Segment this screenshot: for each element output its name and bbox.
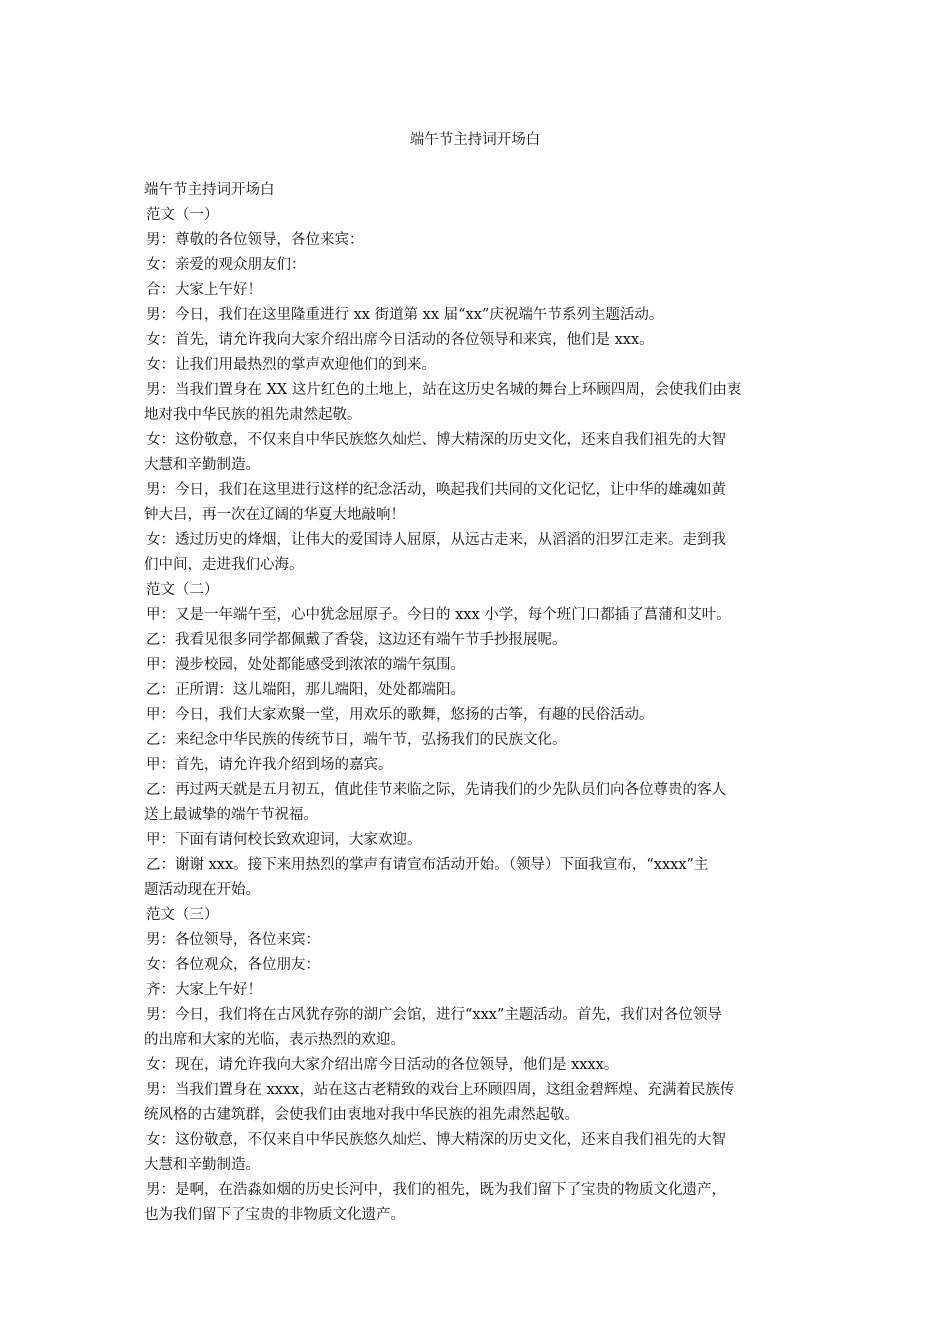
text-line: 合：大家上午好！ <box>146 282 262 298</box>
text-line: 们中间，走进我们心海。 <box>144 557 304 573</box>
text-line: 乙：来纪念中华民族的传统节日，端午节，弘扬我们的民族文化。 <box>146 732 567 748</box>
text-line: 甲：首先，请允许我介绍到场的嘉宾。 <box>146 757 393 773</box>
text-line: 男：当我们置身在 xxxx，站在这古老精致的戏台上环顾四周，这组金碧辉煌、充满着民族传 <box>146 1082 735 1098</box>
text-line: 男：尊敬的各位领导，各位来宾： <box>146 232 364 248</box>
text-line: 甲：漫步校园，处处都能感受到浓浓的端午氛围。 <box>146 657 465 673</box>
text-line: 女：首先，请允许我向大家介绍出席今日活动的各位领导和来宾，他们是 xxx。 <box>146 332 654 348</box>
text-line: 端午节主持词开场白 <box>144 182 275 198</box>
text-line: 统风格的古建筑群，会使我们由衷地对我中华民族的祖先肃然起敬。 <box>144 1107 579 1123</box>
text-line: 送上最诚挚的端午节祝福。 <box>144 807 318 823</box>
text-line: 大慧和辛勤制造。 <box>144 1157 260 1173</box>
text-line: 甲：下面有请何校长致欢迎词，大家欢迎。 <box>146 832 422 848</box>
text-line: 乙：谢谢 xxx。接下来用热烈的掌声有请宣布活动开始。（领导）下面我宣布，“xxxx”主 <box>146 857 709 873</box>
text-line: 齐：大家上午好！ <box>146 982 262 998</box>
text-line: 钟大吕，再一次在辽阔的华夏大地敲响！ <box>144 507 405 523</box>
text-line: 的出席和大家的光临，表示热烈的欢迎。 <box>144 1032 405 1048</box>
text-line: 范文（二） <box>146 582 219 598</box>
text-line: 范文（一） <box>146 207 219 223</box>
text-line: 女：透过历史的烽烟，让伟大的爱国诗人屈原，从远古走来，从滔滔的汨罗江走来。走到我 <box>146 532 726 548</box>
text-line: 男：今日，我们将在古风犹存弥的湖广会馆，进行“xxx”主题活动。首先，我们对各位领导 <box>146 1007 722 1023</box>
text-line: 男：各位领导，各位来宾： <box>146 932 320 948</box>
text-line: 男：当我们置身在 XX 这片红色的土地上，站在这历史名城的舞台上环顾四周，会使我们由衷 <box>146 382 742 398</box>
text-line: 女：这份敬意，不仅来自中华民族悠久灿烂、博大精深的历史文化，还来自我们祖先的大智 <box>146 432 726 448</box>
text-line: 女：亲爱的观众朋友们： <box>146 257 306 273</box>
text-line: 女：让我们用最热烈的掌声欢迎他们的到来。 <box>146 357 436 373</box>
text-line: 乙：正所谓：这儿端阳，那儿端阳，处处都端阳。 <box>146 682 465 698</box>
text-line: 女：各位观众，各位朋友： <box>146 957 320 973</box>
text-line: 范文（三） <box>146 907 219 923</box>
text-line: 女：这份敬意，不仅来自中华民族悠久灿烂、博大精深的历史文化，还来自我们祖先的大智 <box>146 1132 726 1148</box>
text-line: 也为我们留下了宝贵的非物质文化遗产。 <box>144 1207 405 1223</box>
text-line: 男：今日，我们在这里隆重进行 xx 街道第 xx 届“xx”庆祝端午节系列主题活动。 <box>146 307 664 323</box>
text-line: 甲：又是一年端午至，心中犹念屈原子。今日的 xxx 小学，每个班门口都插了菖蒲和艾叶。 <box>146 607 731 623</box>
text-line: 男：是啊，在浩淼如烟的历史长河中，我们的祖先，既为我们留下了宝贵的物质文化遗产， <box>146 1182 726 1198</box>
text-line: 大慧和辛勤制造。 <box>144 457 260 473</box>
text-line: 乙：我看见很多同学都佩戴了香袋，这边还有端午节手抄报展呢。 <box>146 632 567 648</box>
text-line: 女：现在，请允许我向大家介绍出席今日活动的各位领导，他们是 xxxx。 <box>146 1057 619 1073</box>
text-line: 题活动现在开始。 <box>144 882 260 898</box>
text-line: 甲：今日，我们大家欢聚一堂，用欢乐的歌舞，悠扬的古筝，有趣的民俗活动。 <box>146 707 654 723</box>
page-title: 端午节主持词开场白 <box>409 132 541 148</box>
document-body <box>144 178 810 1228</box>
text-line: 地对我中华民族的祖先肃然起敬。 <box>144 407 362 423</box>
text-line: 乙：再过两天就是五月初五，值此佳节来临之际，先请我们的少先队员们向各位尊贵的客人 <box>146 782 726 798</box>
text-line: 男：今日，我们在这里进行这样的纪念活动，唤起我们共同的文化记忆，让中华的雄魂如黄 <box>146 482 726 498</box>
